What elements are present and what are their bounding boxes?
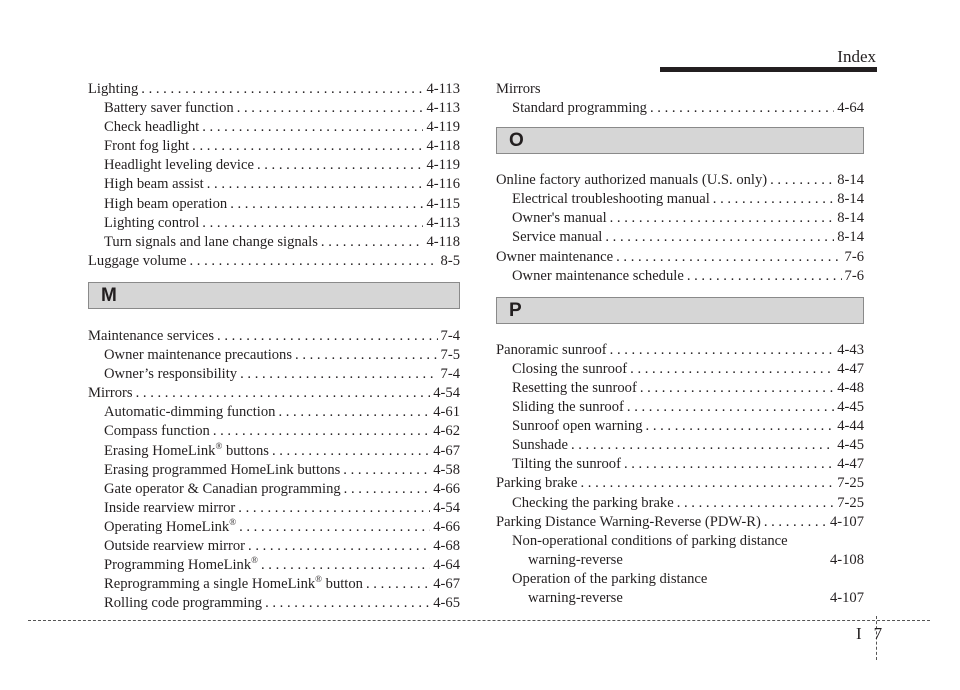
index-subentry: Battery saver function . . . 4-113 xyxy=(88,99,460,118)
section-letter: I xyxy=(856,624,862,643)
index-subentry: Resetting the sunroof . . . 4-48 xyxy=(496,379,864,398)
page-number-value: 7 xyxy=(873,624,883,643)
index-subentry: High beam assist . . . 4-116 xyxy=(88,175,460,194)
index-subentry: Closing the sunroof . . . 4-47 xyxy=(496,360,864,379)
index-subentry: Operation of the parking distance warning-reverse 4-107 xyxy=(512,570,864,606)
index-entry-lighting: Lighting . . . 4-113 xyxy=(88,80,460,99)
index-entry-luggage: Luggage volume . . . 8-5 xyxy=(88,252,460,271)
index-entry-mirrors-cont: Mirrors xyxy=(496,81,541,97)
index-subentry: Owner maintenance precautions . . . 7-5 xyxy=(88,346,460,365)
index-subentry: Turn signals and lane change signals . . . 4-118 xyxy=(88,233,460,252)
index-entry-owner-maintenance: Owner maintenance . . . 7-6 xyxy=(496,248,864,267)
footer-rule xyxy=(28,620,930,621)
page-header-title: Index xyxy=(837,47,876,66)
index-subentry: Reprogramming a single HomeLink® button . . . 4-67 xyxy=(88,575,460,594)
index-entry-mirrors: Mirrors . . . 4-54 xyxy=(88,384,460,403)
index-entry-maintenance: Maintenance services . . . 7-4 xyxy=(88,327,460,346)
index-entry-online-manuals: Online factory authorized manuals (U.S. only) . . . 8-14 xyxy=(496,171,864,190)
index-subentry: Owner maintenance schedule . . . 7-6 xyxy=(496,267,864,286)
index-subentry: Inside rearview mirror . . . 4-54 xyxy=(88,499,460,518)
index-subentry: Front fog light . . . 4-118 xyxy=(88,137,460,156)
index-subentry: Owner’s responsibility . . . 7-4 xyxy=(88,365,460,384)
index-subentry: Compass function . . . 4-62 xyxy=(88,422,460,441)
index-subentry: Sunshade . . . 4-45 xyxy=(496,436,864,455)
index-column-right xyxy=(496,80,864,608)
index-subentry: Gate operator & Canadian programming . . . 4-66 xyxy=(88,480,460,499)
index-entry-pdw: Parking Distance Warning-Reverse (PDW-R) . . . 4-107 xyxy=(496,513,864,532)
index-subentry: Owner's manual . . . 8-14 xyxy=(496,209,864,228)
index-subentry: Programming HomeLink® . . . 4-64 xyxy=(88,556,460,575)
index-subentry: Non-operational conditions of parking distance warning-reverse 4-108 xyxy=(512,532,864,568)
index-subentry: Lighting control . . . 4-113 xyxy=(88,214,460,233)
index-subentry: Outside rearview mirror . . . 4-68 xyxy=(88,537,460,556)
index-subentry: Automatic-dimming function . . . 4-61 xyxy=(88,403,460,422)
index-subentry: Erasing programmed HomeLink buttons . . . 4-58 xyxy=(88,461,460,480)
index-subentry: Sunroof open warning . . . 4-44 xyxy=(496,417,864,436)
index-subentry: High beam operation . . . 4-115 xyxy=(88,195,460,214)
index-column-left xyxy=(88,80,460,613)
index-subentry: Check headlight . . . 4-119 xyxy=(88,118,460,137)
section-letter-o: O xyxy=(496,127,864,154)
index-subentry: Erasing HomeLink® buttons . . . 4-67 xyxy=(88,442,460,461)
header-rule xyxy=(660,67,877,72)
index-subentry: Standard programming . . . 4-64 xyxy=(496,99,864,118)
index-subentry: Electrical troubleshooting manual . . . 8-14 xyxy=(496,190,864,209)
index-subentry: Tilting the sunroof . . . 4-47 xyxy=(496,455,864,474)
index-subentry: Operating HomeLink® . . . 4-66 xyxy=(88,518,460,537)
index-subentry: Checking the parking brake . . . 7-25 xyxy=(496,494,864,513)
index-subentry: Service manual . . . 8-14 xyxy=(496,228,864,247)
index-subentry: Rolling code programming . . . 4-65 xyxy=(88,594,460,613)
section-letter-m: M xyxy=(88,282,460,309)
page-number xyxy=(856,624,882,644)
index-subentry: Sliding the sunroof . . . 4-45 xyxy=(496,398,864,417)
section-letter-p: P xyxy=(496,297,864,324)
index-entry-panoramic-sunroof: Panoramic sunroof . . . 4-43 xyxy=(496,341,864,360)
index-entry-parking-brake: Parking brake . . . 7-25 xyxy=(496,474,864,493)
index-subentry: Headlight leveling device . . . 4-119 xyxy=(88,156,460,175)
